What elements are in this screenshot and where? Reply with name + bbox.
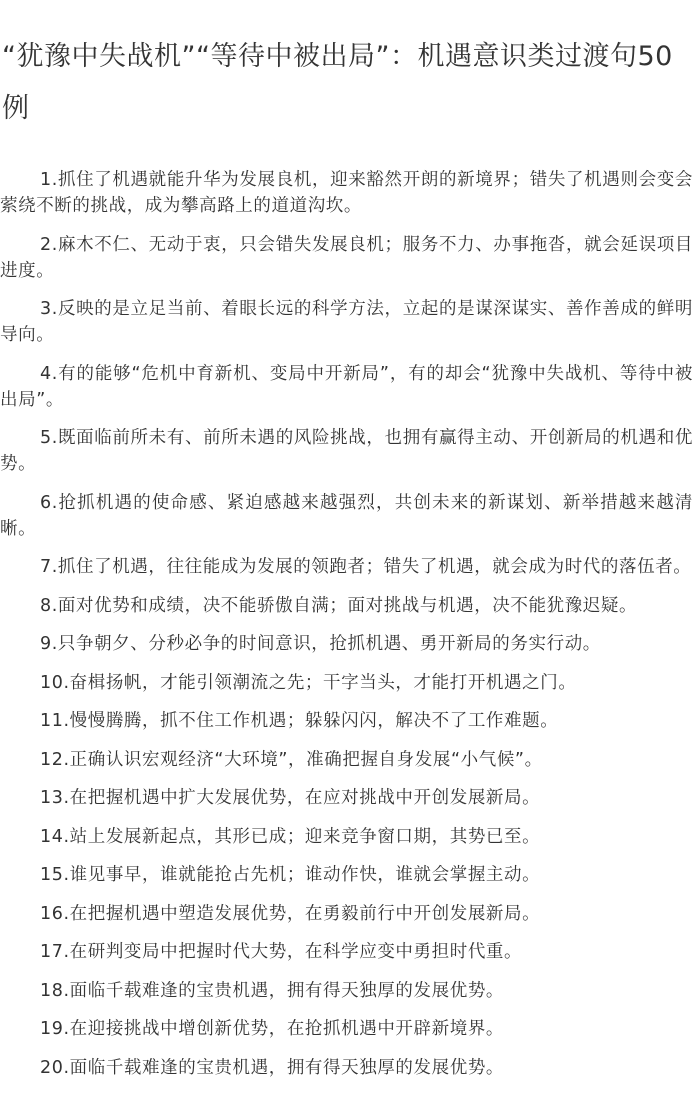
list-item: 11.慢慢腾腾，抓不住工作机遇；躲躲闪闪，解决不了工作难题。	[40, 711, 559, 731]
list-item: 18.面临千载难逢的宝贵机遇，拥有得天独厚的发展优势。	[40, 980, 505, 1001]
article-title: “犹豫中失战机”“等待中被出局”：机遇意识类过渡句50例	[2, 41, 673, 124]
list-item: 10.奋楫扬帆，才能引领潮流之先；干字当头，才能打开机遇之门。	[40, 672, 577, 693]
list-item: 9.只争朝夕、分秒必争的时间意识，抢抓机遇、勇开新局的务实行动。	[40, 634, 601, 654]
list-item: 19.在迎接挑战中增创新优势，在抢抓机遇中开辟新境界。	[40, 1019, 505, 1039]
list-item: 1.抓住了机遇就能升华为发展良机，迎来豁然开朗的新境界；错失了机遇则会变会萦绕不断的挑战，成为攀高路上的道道沟坎。	[0, 170, 693, 216]
list-item: 16.在把握机遇中塑造发展优势，在勇毅前行中开创发展新局。	[40, 903, 541, 924]
list-item: 5.既面临前所未有、前所未遇的风险挑战，也拥有赢得主动、开创新局的机遇和优势。	[0, 428, 693, 474]
list-item: 12.正确认识宏观经济“大环境”，准确把握自身发展“小气候”。	[40, 749, 543, 770]
list-item: 15.谁见事早，谁就能抢占先机；谁动作快，谁就会掌握主动。	[40, 865, 541, 885]
list-item: 7.抓住了机遇，往往能成为发展的领跑者；错失了机遇，就会成为时代的落伍者。	[40, 557, 692, 577]
list-item: 4.有的能够“危机中育新机、变局中开新局”，有的却会“犹豫中失战机、等待中被出局”。	[0, 363, 693, 410]
list-item: 20.面临千载难逢的宝贵机遇，拥有得天独厚的发展优势。	[40, 1057, 505, 1078]
list-item: 17.在研判变局中把握时代大势，在科学应变中勇担时代重。	[40, 942, 523, 962]
list-item: 8.面对优势和成绩，决不能骄傲自满；面对挑战与机遇，决不能犹豫迟疑。	[40, 595, 638, 616]
list-item: 14.站上发展新起点，其形已成；迎来竞争窗口期，其势已至。	[40, 826, 541, 847]
list-item: 6.抢抓机遇的使命感、紧迫感越来越强烈，共创未来的新谋划、新举措越来越清晰。	[0, 492, 693, 539]
list-item: 13.在把握机遇中扩大发展优势，在应对挑战中开创发展新局。	[40, 788, 541, 808]
list-item: 3.反映的是立足当前、着眼长远的科学方法，立起的是谋深谋实、善作善成的鲜明导向。	[0, 299, 693, 345]
sentence-list	[0, 167, 693, 1093]
list-item: 2.麻木不仁、无动于衷，只会错失发展良机；服务不力、办事拖沓，就会延误项目进度。	[0, 234, 693, 281]
